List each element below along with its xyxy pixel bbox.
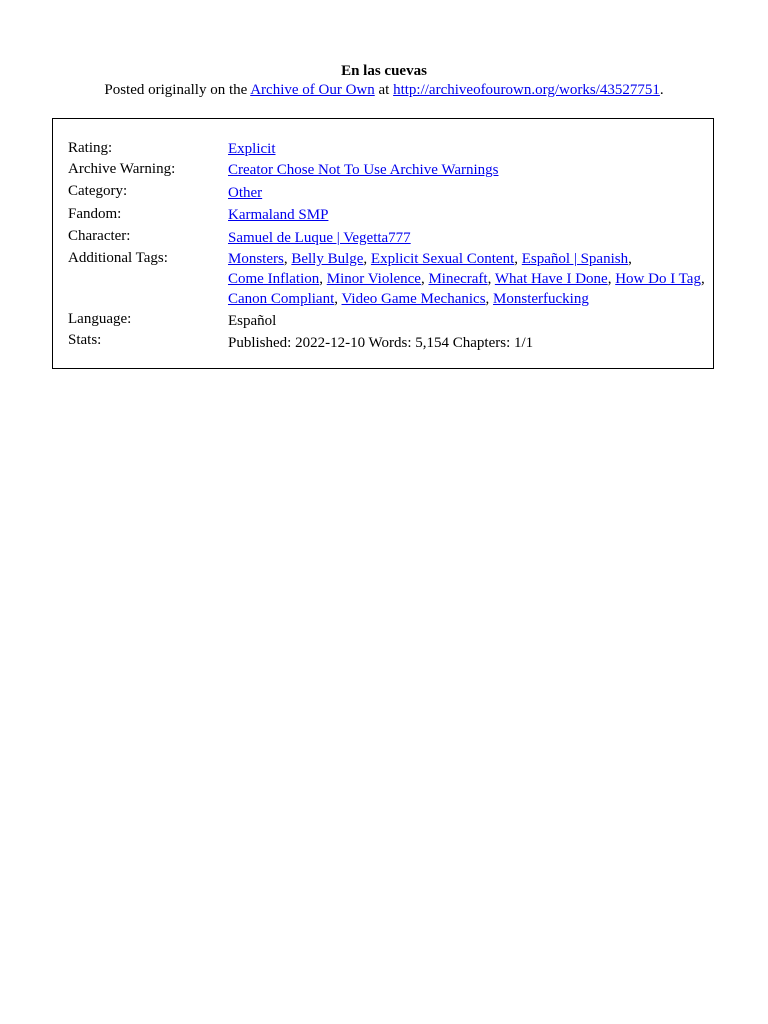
- category-link[interactable]: Other: [228, 185, 263, 201]
- work-metadata-box: [52, 118, 714, 369]
- archive-link[interactable]: Archive of Our Own: [250, 82, 375, 98]
- rating-label: Rating:: [68, 140, 113, 156]
- work-title: En las cuevas: [341, 63, 427, 79]
- tag-link[interactable]: Come Inflation: [228, 271, 320, 287]
- tag-link[interactable]: Monsterfucking: [493, 291, 589, 307]
- archive-warning-label: Archive Warning:: [68, 161, 176, 177]
- category-label: Category:: [68, 183, 128, 199]
- posted-prefix: Posted originally on the: [104, 82, 251, 98]
- tag-link[interactable]: Canon Compliant: [228, 291, 335, 307]
- posted-line: [0, 81, 768, 100]
- rating-link[interactable]: Explicit: [228, 141, 276, 157]
- tag-link[interactable]: Monsters: [228, 251, 284, 267]
- work-header: [0, 62, 768, 100]
- tag-link[interactable]: Belly Bulge: [291, 251, 364, 267]
- stats-label: Stats:: [68, 332, 102, 348]
- tag-link[interactable]: What Have I Done: [494, 271, 608, 287]
- fandom-link[interactable]: Karmaland SMP: [228, 207, 329, 223]
- stats-value: Published: 2022-12-10 Words: 5,154 Chapters: 1/1: [228, 335, 534, 351]
- tag-link[interactable]: Minecraft: [428, 271, 488, 287]
- additional-tags-label: Additional Tags:: [68, 250, 168, 266]
- character-label: Character:: [68, 228, 131, 244]
- tag-link[interactable]: Minor Violence: [326, 271, 421, 287]
- tag-link[interactable]: Video Game Mechanics: [341, 291, 486, 307]
- posted-at: at: [374, 82, 394, 98]
- language-value: Español: [228, 313, 277, 329]
- posted-suffix: .: [659, 82, 664, 98]
- language-label: Language:: [68, 311, 132, 327]
- additional-tags-list: Monsters, Belly Bulge, Explicit Sexual Content, Español | Spanish, Come Inflation, Minor Violence, Minecraft, What Have I Done, How Do I Tag, Canon Compliant, Video Game Mechanics, Monsterfucking: [228, 251, 705, 307]
- tag-link[interactable]: How Do I Tag: [615, 271, 701, 287]
- archive-warning-link[interactable]: Creator Chose Not To Use Archive Warnings: [228, 162, 499, 178]
- character-link[interactable]: Samuel de Luque | Vegetta777: [228, 230, 411, 246]
- fandom-label: Fandom:: [68, 206, 122, 222]
- tag-link[interactable]: Explicit Sexual Content: [370, 251, 515, 267]
- work-url-link[interactable]: http://archiveofourown.org/works/43527751: [393, 82, 660, 98]
- tag-link[interactable]: Español | Spanish: [521, 251, 629, 267]
